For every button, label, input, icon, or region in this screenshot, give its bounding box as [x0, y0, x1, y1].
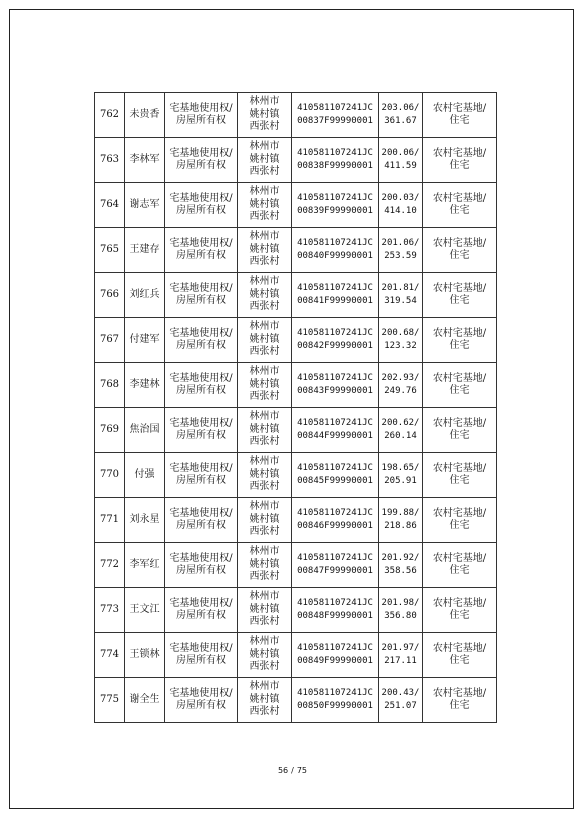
cell-location-line: 西张村 [249, 661, 280, 673]
cell-land-use [423, 138, 497, 183]
cell-right-type-line: 宅基地使用权/ [169, 642, 233, 654]
cell-property-code-line: 410581107241JC [297, 238, 373, 249]
cell-area-line: 356.80 [384, 611, 417, 621]
cell-owner-name: 王文江 [125, 588, 165, 633]
cell-right-type-line: 宅基地使用权/ [169, 102, 233, 114]
cell-area [379, 498, 423, 543]
cell-property-code-line: 00847F99990001 [297, 566, 373, 576]
cell-location-line: 姚村镇 [249, 378, 280, 390]
cell-right-type-line: 宅基地使用权/ [169, 327, 233, 339]
cell-right-type-line: 房屋所有权 [176, 340, 226, 351]
cell-right-type [165, 228, 238, 273]
cell-location-line: 西张村 [249, 391, 280, 403]
cell-property-code-line: 410581107241JC [297, 643, 373, 654]
cell-land-use-line: 住宅 [449, 115, 470, 126]
cell-land-use-line: 农村宅基地/ [432, 147, 487, 159]
cell-seq-number: 775 [95, 678, 125, 723]
table-row [95, 363, 497, 408]
cell-property-code [292, 138, 379, 183]
cell-area-line: 217.11 [384, 656, 417, 666]
cell-land-use [423, 363, 497, 408]
cell-area [379, 408, 423, 453]
cell-property-code [292, 633, 379, 678]
cell-area [379, 633, 423, 678]
cell-area [379, 363, 423, 408]
cell-area [379, 453, 423, 498]
cell-land-use-line: 住宅 [449, 340, 470, 351]
table-row [95, 498, 497, 543]
cell-location [238, 588, 292, 633]
cell-area-line: 200.43/ [381, 688, 420, 699]
cell-property-code-line: 410581107241JC [297, 148, 373, 159]
cell-area-line: 201.97/ [381, 643, 420, 654]
cell-location-line: 姚村镇 [249, 243, 280, 255]
cell-seq-number: 768 [95, 363, 125, 408]
cell-area-line: 200.06/ [381, 148, 420, 159]
cell-land-use [423, 543, 497, 588]
cell-seq-number: 774 [95, 633, 125, 678]
cell-location-line: 姚村镇 [249, 423, 280, 435]
cell-location-line: 林州市 [249, 366, 280, 378]
cell-area [379, 93, 423, 138]
cell-seq-number: 771 [95, 498, 125, 543]
cell-right-type-line: 房屋所有权 [176, 295, 226, 306]
cell-area-line: 201.92/ [381, 553, 420, 564]
cell-property-code [292, 588, 379, 633]
cell-land-use-line: 住宅 [449, 250, 470, 261]
cell-land-use-line: 住宅 [449, 700, 470, 711]
table-row [95, 273, 497, 318]
cell-area [379, 678, 423, 723]
cell-location-line: 姚村镇 [249, 288, 280, 300]
page-separator: / [291, 766, 294, 775]
cell-right-type-line: 宅基地使用权/ [169, 372, 233, 384]
cell-property-code-line: 410581107241JC [297, 283, 373, 294]
cell-area-line: 361.67 [384, 116, 417, 126]
cell-seq-number: 769 [95, 408, 125, 453]
cell-property-code-line: 00846F99990001 [297, 521, 373, 531]
cell-property-code-line: 00848F99990001 [297, 611, 373, 621]
table-body [95, 93, 497, 723]
cell-location-line: 西张村 [249, 256, 280, 268]
cell-right-type-line: 房屋所有权 [176, 655, 226, 666]
cell-property-code [292, 453, 379, 498]
cell-property-code-line: 00838F99990001 [297, 161, 373, 171]
cell-right-type-line: 房屋所有权 [176, 115, 226, 126]
cell-area-line: 205.91 [384, 476, 417, 486]
cell-location [238, 678, 292, 723]
cell-area-line: 199.88/ [381, 508, 420, 519]
cell-land-use [423, 678, 497, 723]
table-row [95, 318, 497, 363]
cell-area-line: 200.03/ [381, 193, 420, 204]
cell-land-use [423, 498, 497, 543]
cell-location [238, 633, 292, 678]
cell-property-code-line: 410581107241JC [297, 508, 373, 519]
cell-area [379, 318, 423, 363]
cell-property-code [292, 273, 379, 318]
cell-land-use [423, 588, 497, 633]
cell-right-type [165, 273, 238, 318]
cell-area-line: 123.32 [384, 341, 417, 351]
cell-location-line: 林州市 [249, 96, 280, 108]
cell-location-line: 林州市 [249, 501, 280, 513]
cell-owner-name: 付建军 [125, 318, 165, 363]
cell-right-type-line: 房屋所有权 [176, 385, 226, 396]
cell-property-code-line: 00842F99990001 [297, 341, 373, 351]
cell-property-code [292, 318, 379, 363]
cell-area-line: 202.93/ [381, 373, 420, 384]
cell-location [238, 273, 292, 318]
cell-location-line: 林州市 [249, 276, 280, 288]
cell-property-code [292, 408, 379, 453]
cell-area [379, 273, 423, 318]
cell-right-type-line: 房屋所有权 [176, 160, 226, 171]
table-row [95, 633, 497, 678]
cell-property-code-line: 410581107241JC [297, 598, 373, 609]
cell-owner-name: 谢全生 [125, 678, 165, 723]
cell-area-line: 251.07 [384, 701, 417, 711]
cell-right-type [165, 588, 238, 633]
cell-location [238, 183, 292, 228]
cell-right-type-line: 房屋所有权 [176, 205, 226, 216]
cell-owner-name: 刘永星 [125, 498, 165, 543]
cell-area-line: 198.65/ [381, 463, 420, 474]
cell-right-type-line: 宅基地使用权/ [169, 507, 233, 519]
cell-location [238, 543, 292, 588]
cell-location-line: 西张村 [249, 526, 280, 538]
cell-location-line: 姚村镇 [249, 648, 280, 660]
cell-right-type-line: 宅基地使用权/ [169, 192, 233, 204]
cell-seq-number: 770 [95, 453, 125, 498]
cell-area-line: 253.59 [384, 251, 417, 261]
cell-location-line: 西张村 [249, 121, 280, 133]
cell-location-line: 林州市 [249, 231, 280, 243]
table-row [95, 678, 497, 723]
cell-area-line: 249.76 [384, 386, 417, 396]
cell-right-type-line: 房屋所有权 [176, 520, 226, 531]
cell-location-line: 林州市 [249, 411, 280, 423]
cell-property-code-line: 00844F99990001 [297, 431, 373, 441]
cell-property-code-line: 410581107241JC [297, 463, 373, 474]
cell-seq-number: 766 [95, 273, 125, 318]
cell-location-line: 林州市 [249, 591, 280, 603]
cell-land-use-line: 住宅 [449, 205, 470, 216]
cell-location-line: 林州市 [249, 321, 280, 333]
cell-location [238, 228, 292, 273]
cell-property-code-line: 00850F99990001 [297, 701, 373, 711]
cell-seq-number: 767 [95, 318, 125, 363]
cell-owner-name: 付强 [125, 453, 165, 498]
cell-seq-number: 763 [95, 138, 125, 183]
cell-location [238, 93, 292, 138]
cell-area-line: 201.81/ [381, 283, 420, 294]
cell-property-code-line: 00843F99990001 [297, 386, 373, 396]
cell-area [379, 588, 423, 633]
cell-land-use-line: 农村宅基地/ [432, 687, 487, 699]
cell-right-type-line: 宅基地使用权/ [169, 687, 233, 699]
cell-land-use-line: 农村宅基地/ [432, 462, 487, 474]
cell-owner-name: 李林军 [125, 138, 165, 183]
cell-area-line: 200.62/ [381, 418, 420, 429]
cell-right-type [165, 363, 238, 408]
cell-location [238, 363, 292, 408]
cell-right-type-line: 宅基地使用权/ [169, 462, 233, 474]
cell-owner-name: 刘红兵 [125, 273, 165, 318]
cell-owner-name: 谢志军 [125, 183, 165, 228]
cell-location-line: 林州市 [249, 636, 280, 648]
table-row [95, 408, 497, 453]
cell-land-use-line: 农村宅基地/ [432, 417, 487, 429]
cell-area-line: 203.06/ [381, 103, 420, 114]
cell-location-line: 姚村镇 [249, 333, 280, 345]
total-pages: 75 [296, 766, 308, 775]
cell-property-code-line: 410581107241JC [297, 103, 373, 114]
cell-location [238, 318, 292, 363]
cell-area-line: 414.10 [384, 206, 417, 216]
cell-owner-name: 未贵香 [125, 93, 165, 138]
cell-location-line: 姚村镇 [249, 558, 280, 570]
cell-seq-number: 773 [95, 588, 125, 633]
cell-right-type [165, 678, 238, 723]
cell-property-code-line: 410581107241JC [297, 553, 373, 564]
cell-land-use-line: 住宅 [449, 385, 470, 396]
cell-land-use-line: 农村宅基地/ [432, 372, 487, 384]
cell-property-code [292, 543, 379, 588]
cell-seq-number: 765 [95, 228, 125, 273]
cell-location-line: 林州市 [249, 681, 280, 693]
cell-area-line: 218.86 [384, 521, 417, 531]
cell-right-type [165, 498, 238, 543]
cell-land-use-line: 农村宅基地/ [432, 237, 487, 249]
cell-land-use-line: 农村宅基地/ [432, 507, 487, 519]
cell-land-use-line: 住宅 [449, 430, 470, 441]
cell-land-use-line: 住宅 [449, 565, 470, 576]
cell-location-line: 姚村镇 [249, 693, 280, 705]
document-page [9, 9, 574, 809]
cell-land-use [423, 93, 497, 138]
current-page: 56 [277, 766, 289, 775]
table-row [95, 228, 497, 273]
cell-seq-number: 764 [95, 183, 125, 228]
cell-land-use-line: 住宅 [449, 655, 470, 666]
cell-location-line: 西张村 [249, 211, 280, 223]
cell-right-type [165, 93, 238, 138]
cell-right-type-line: 房屋所有权 [176, 430, 226, 441]
cell-land-use-line: 住宅 [449, 295, 470, 306]
cell-location-line: 西张村 [249, 436, 280, 448]
cell-area [379, 183, 423, 228]
cell-location-line: 姚村镇 [249, 513, 280, 525]
cell-location [238, 138, 292, 183]
cell-owner-name: 李军红 [125, 543, 165, 588]
cell-right-type [165, 543, 238, 588]
cell-land-use-line: 农村宅基地/ [432, 102, 487, 114]
cell-right-type-line: 宅基地使用权/ [169, 237, 233, 249]
cell-property-code-line: 410581107241JC [297, 688, 373, 699]
cell-location-line: 姚村镇 [249, 153, 280, 165]
cell-right-type [165, 138, 238, 183]
cell-location-line: 姚村镇 [249, 603, 280, 615]
table-row [95, 93, 497, 138]
cell-area [379, 138, 423, 183]
cell-area-line: 260.14 [384, 431, 417, 441]
cell-property-code-line: 00837F99990001 [297, 116, 373, 126]
cell-location-line: 西张村 [249, 616, 280, 628]
cell-right-type-line: 宅基地使用权/ [169, 597, 233, 609]
cell-location-line: 西张村 [249, 481, 280, 493]
cell-property-code-line: 410581107241JC [297, 418, 373, 429]
cell-land-use-line: 住宅 [449, 475, 470, 486]
cell-right-type-line: 宅基地使用权/ [169, 417, 233, 429]
cell-land-use [423, 633, 497, 678]
table-row [95, 543, 497, 588]
cell-land-use [423, 318, 497, 363]
cell-location-line: 林州市 [249, 546, 280, 558]
cell-property-code [292, 183, 379, 228]
cell-area-line: 201.98/ [381, 598, 420, 609]
cell-property-code [292, 93, 379, 138]
property-rights-table [94, 92, 497, 723]
cell-area [379, 543, 423, 588]
cell-seq-number: 772 [95, 543, 125, 588]
cell-owner-name: 焦治国 [125, 408, 165, 453]
cell-right-type-line: 房屋所有权 [176, 610, 226, 621]
cell-location-line: 姚村镇 [249, 108, 280, 120]
cell-location-line: 西张村 [249, 706, 280, 718]
cell-property-code-line: 410581107241JC [297, 328, 373, 339]
table-row [95, 138, 497, 183]
cell-land-use-line: 农村宅基地/ [432, 192, 487, 204]
cell-land-use-line: 农村宅基地/ [432, 282, 487, 294]
cell-location-line: 林州市 [249, 456, 280, 468]
cell-location-line: 西张村 [249, 346, 280, 358]
cell-right-type [165, 633, 238, 678]
page-number [0, 766, 585, 775]
cell-location-line: 西张村 [249, 301, 280, 313]
cell-right-type [165, 453, 238, 498]
cell-property-code-line: 00841F99990001 [297, 296, 373, 306]
cell-location-line: 西张村 [249, 571, 280, 583]
cell-location [238, 408, 292, 453]
cell-land-use-line: 农村宅基地/ [432, 327, 487, 339]
cell-right-type-line: 宅基地使用权/ [169, 147, 233, 159]
cell-owner-name: 李建林 [125, 363, 165, 408]
cell-right-type-line: 房屋所有权 [176, 250, 226, 261]
cell-property-code [292, 228, 379, 273]
cell-land-use [423, 273, 497, 318]
cell-owner-name: 王建存 [125, 228, 165, 273]
cell-property-code-line: 00839F99990001 [297, 206, 373, 216]
cell-property-code-line: 410581107241JC [297, 193, 373, 204]
cell-property-code-line: 410581107241JC [297, 373, 373, 384]
cell-property-code [292, 498, 379, 543]
cell-property-code [292, 363, 379, 408]
cell-location-line: 林州市 [249, 186, 280, 198]
table-row [95, 453, 497, 498]
table-row [95, 588, 497, 633]
cell-land-use [423, 453, 497, 498]
cell-right-type [165, 408, 238, 453]
cell-area [379, 228, 423, 273]
cell-location [238, 498, 292, 543]
cell-right-type [165, 318, 238, 363]
cell-owner-name: 王锁林 [125, 633, 165, 678]
cell-area-line: 358.56 [384, 566, 417, 576]
cell-right-type-line: 房屋所有权 [176, 475, 226, 486]
cell-location-line: 姚村镇 [249, 198, 280, 210]
cell-area-line: 411.59 [384, 161, 417, 171]
cell-right-type-line: 房屋所有权 [176, 565, 226, 576]
cell-area-line: 201.06/ [381, 238, 420, 249]
table-row [95, 183, 497, 228]
cell-location-line: 西张村 [249, 166, 280, 178]
cell-location-line: 姚村镇 [249, 468, 280, 480]
cell-property-code [292, 678, 379, 723]
cell-location [238, 453, 292, 498]
cell-right-type-line: 宅基地使用权/ [169, 282, 233, 294]
cell-land-use-line: 农村宅基地/ [432, 552, 487, 564]
cell-land-use-line: 农村宅基地/ [432, 642, 487, 654]
cell-right-type [165, 183, 238, 228]
cell-land-use [423, 408, 497, 453]
cell-property-code-line: 00845F99990001 [297, 476, 373, 486]
cell-land-use-line: 农村宅基地/ [432, 597, 487, 609]
cell-land-use-line: 住宅 [449, 160, 470, 171]
cell-area-line: 319.54 [384, 296, 417, 306]
cell-location-line: 林州市 [249, 141, 280, 153]
cell-land-use-line: 住宅 [449, 610, 470, 621]
cell-land-use [423, 228, 497, 273]
cell-land-use [423, 183, 497, 228]
cell-property-code-line: 00840F99990001 [297, 251, 373, 261]
cell-right-type-line: 宅基地使用权/ [169, 552, 233, 564]
cell-land-use-line: 住宅 [449, 520, 470, 531]
cell-seq-number: 762 [95, 93, 125, 138]
cell-area-line: 200.68/ [381, 328, 420, 339]
cell-right-type-line: 房屋所有权 [176, 700, 226, 711]
cell-property-code-line: 00849F99990001 [297, 656, 373, 666]
